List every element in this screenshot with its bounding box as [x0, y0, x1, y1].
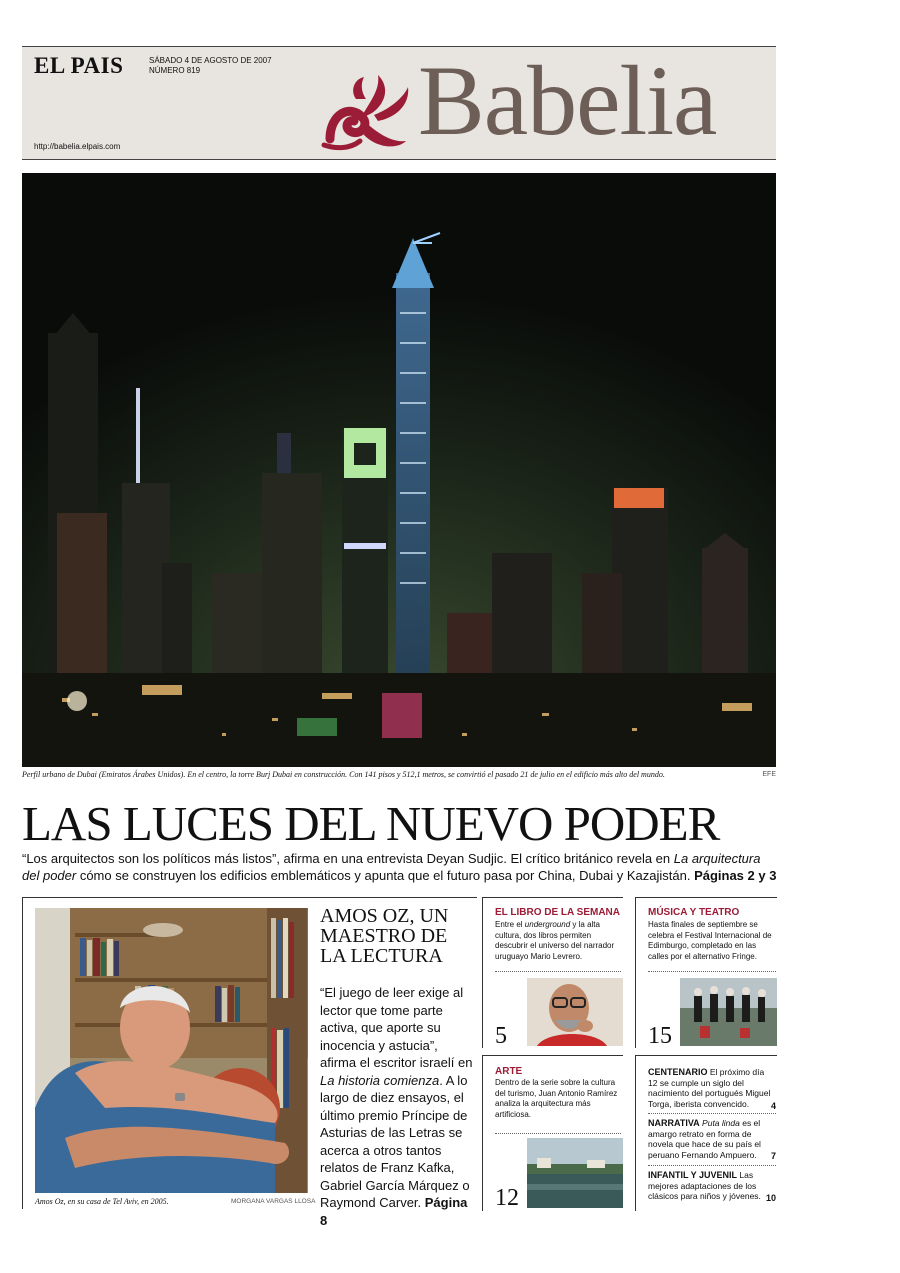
- supplement-title[interactable]: Babelia: [418, 45, 717, 156]
- libro-page-number[interactable]: 5: [495, 1023, 507, 1049]
- amos-oz-illustration: [35, 908, 308, 1193]
- libro-text-em: underground: [524, 920, 571, 929]
- libro-semana-box: [482, 897, 623, 1048]
- brief-narrativa[interactable]: [648, 1118, 776, 1161]
- skyline-illustration: [22, 173, 776, 767]
- brief-infantil-label: INFANTIL Y JUVENIL: [648, 1170, 738, 1180]
- architecture-landscape-illustration: [527, 1138, 623, 1208]
- amos-oz-body: [320, 984, 475, 1229]
- lead-deck-text-b: cómo se construyen los edificios emblemáticos y apunta que el futuro pasa por China, Dubai y Kazajistán.: [76, 868, 695, 883]
- brief-narrativa-page[interactable]: 7: [770, 1150, 776, 1161]
- arte-box: [482, 1055, 623, 1211]
- lead-deck-pages[interactable]: Páginas 2 y 3: [694, 868, 777, 883]
- cover-photo-dubai-skyline: [22, 173, 776, 767]
- lead-headline[interactable]: LAS LUCES DEL NUEVO PODER: [22, 796, 720, 851]
- brief-centenario-label: CENTENARIO: [648, 1067, 708, 1077]
- lead-deck-book: La arquitectura del poder: [22, 851, 761, 883]
- arte-page-number[interactable]: 12: [495, 1185, 519, 1211]
- babelia-flower-icon: [320, 69, 412, 153]
- lead-deck: [22, 850, 778, 884]
- musica-teatro-text: Hasta finales de septiembre se celebra el Festival Internacional de Edimburgo, completado en las calles por el alternativo Fringe.: [648, 920, 772, 961]
- musica-thumbnail: [680, 978, 777, 1046]
- arte-text: Dentro de la serie sobre la cultura del turismo, Juan Antonio Ramírez analiza la arquitectura más artificiosa.: [495, 1078, 618, 1119]
- masthead: [22, 46, 776, 160]
- amos-oz-body-b: . A lo largo de diez ensayos, el último premio Príncipe de Asturias de las Letras se acerca a otros tantos relatos de Franz Kafka, Gabriel García Márquez o Raymond Carver.: [320, 1072, 470, 1210]
- libro-thumbnail: [527, 978, 623, 1046]
- libro-text-a: Entre el: [495, 920, 525, 929]
- amos-oz-photo-credit: MORGANA VARGAS LLOSA: [231, 1198, 316, 1205]
- amos-oz-headline[interactable]: AMOS OZ, UN MAESTRO DE LA LECTURA: [320, 905, 449, 967]
- festival-illustration: [680, 978, 777, 1046]
- brief-narrativa-text: es el amargo retrato en forma de novela que hace de su país el peruano Fernando Ampuero.: [648, 1118, 761, 1160]
- issue-date: SÁBADO 4 DE AGOSTO DE 2007: [149, 56, 272, 65]
- supplement-url[interactable]: http://babelia.elpais.com: [34, 142, 121, 151]
- brief-narrativa-label: NARRATIVA: [648, 1118, 700, 1128]
- levrero-portrait-illustration: [527, 978, 623, 1046]
- brief-infantil-text: Las mejores adaptaciones de los clásicos para niños y jóvenes.: [648, 1170, 761, 1201]
- libro-semana-text: [495, 920, 621, 962]
- musica-page-number[interactable]: 15: [648, 1023, 672, 1049]
- libro-separator: [495, 971, 621, 972]
- musica-separator: [648, 971, 776, 972]
- brief-separator-2: [648, 1165, 776, 1166]
- issue-date-block: [149, 56, 272, 76]
- arte-thumbnail: [527, 1138, 623, 1208]
- amos-oz-photo: [35, 908, 308, 1193]
- lead-deck-text-a: “Los arquitectos son los políticos más listos”, afirma en una entrevista Deyan Sudjic. El crítico británico revela en: [22, 851, 674, 866]
- arte-title[interactable]: ARTE: [495, 1066, 523, 1077]
- musica-teatro-box: [635, 897, 777, 1048]
- cover-photo-credit: EFE: [762, 771, 776, 778]
- musica-teatro-title[interactable]: MÚSICA Y TEATRO: [648, 907, 740, 918]
- libro-semana-title[interactable]: EL LIBRO DE LA SEMANA: [495, 907, 621, 918]
- amos-oz-photo-caption: Amos Oz, en su casa de Tel Aviv, en 2005.: [35, 1197, 169, 1206]
- brief-infantil-page[interactable]: 10: [765, 1192, 776, 1203]
- brief-centenario[interactable]: [648, 1067, 776, 1111]
- amos-oz-body-a: “El juego de leer exige al lector que tome parte activa, que aporte su inocencia y astucia”, afirma el escritor israelí en: [320, 985, 473, 1070]
- amos-oz-page-ref[interactable]: Página 8: [320, 1195, 468, 1228]
- brief-infantil[interactable]: [648, 1170, 776, 1203]
- brief-centenario-page[interactable]: 4: [770, 1100, 776, 1111]
- amos-oz-feature: [22, 897, 477, 1228]
- arte-separator: [495, 1133, 621, 1134]
- amos-oz-book: La historia comienza: [320, 1072, 440, 1088]
- libro-text-b: y la alta cultura, dos libros permiten descubrir el universo del narrador uruguayo Mario Levrero.: [495, 920, 615, 961]
- brief-narrativa-book: Puta linda: [702, 1118, 740, 1128]
- brief-separator-1: [648, 1113, 776, 1114]
- cover-photo-caption: Perfil urbano de Dubai (Emiratos Árabes Unidos). En el centro, la torre Burj Dubai en construcción. Con 141 pisos y 512,1 metros, se convirtió el pasado 21 de julio en el edificio más alto del mundo.: [22, 770, 665, 779]
- newspaper-name[interactable]: EL PAIS: [34, 53, 124, 78]
- brief-centenario-text: El próximo día 12 se cumple un siglo del nacimiento del portugués Miguel Torga, iberista convencido.: [648, 1067, 771, 1109]
- issue-number: NÚMERO 819: [149, 66, 201, 75]
